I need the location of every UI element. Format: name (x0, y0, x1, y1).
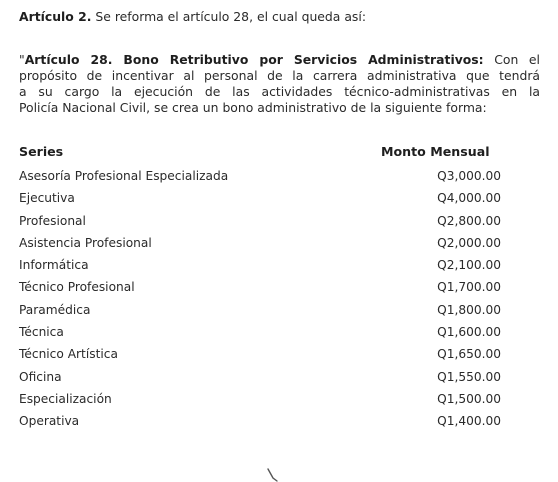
series-name: Asesoría Profesional Especializada (19, 169, 229, 183)
table-row (0, 414, 558, 436)
monthly-amount: Q3,000.00 (437, 169, 501, 183)
table-row (0, 347, 558, 369)
paragraph-line-4: Policía Nacional Civil, se crea un bono administrativo de la siguiente forma: (19, 100, 487, 115)
series-name: Técnica (19, 325, 64, 340)
article-28-title: Artículo 28. Bono Retributivo por Servicios Administrativos: (24, 52, 484, 67)
paragraph-line-1 (19, 52, 540, 68)
monthly-amount: Q2,800.00 (437, 213, 501, 228)
series-name: Técnico Profesional (19, 280, 135, 295)
article-2-text: Se reforma el artículo 28, el cual queda así: (91, 9, 366, 24)
monthly-amount: Q1,550.00 (437, 369, 501, 384)
series-name: Informática (19, 258, 89, 273)
monthly-amount: Q1,800.00 (437, 302, 501, 317)
series-name: Paramédica (19, 302, 91, 317)
paragraph-line-1-text: Con el (483, 52, 541, 67)
article-2-label: Artículo 2. (19, 9, 92, 24)
series-name: Técnico Artística (19, 347, 118, 362)
monthly-amount: Q2,100.00 (437, 258, 501, 273)
table-row (0, 280, 558, 302)
table-row (0, 236, 558, 258)
monthly-amount: Q1,500.00 (437, 391, 501, 406)
series-name: Especialización (19, 391, 112, 406)
table-row (0, 169, 558, 191)
column-header-series: Series (19, 144, 64, 159)
table-row (0, 392, 558, 414)
monthly-amount: Q1,400.00 (437, 414, 501, 429)
table-row (0, 303, 558, 325)
paragraph-line-2: propósito de incentivar al personal de la carrera administrativa que tendrá (19, 68, 540, 83)
open-quote: " (19, 52, 25, 67)
series-name: Operativa (19, 414, 80, 429)
table-row (0, 370, 558, 392)
series-name: Ejecutiva (19, 191, 75, 206)
table-row (0, 325, 558, 347)
bono-table (0, 169, 558, 437)
monthly-amount: Q1,700.00 (437, 280, 501, 295)
monthly-amount: Q4,000.00 (437, 191, 501, 206)
monthly-amount: Q2,000.00 (437, 235, 501, 250)
paragraph-line-3: a su cargo la ejecución de las actividades técnico-administrativas en la (19, 84, 540, 99)
series-name: Profesional (19, 213, 86, 228)
table-row (0, 258, 558, 280)
article-2-intro (19, 9, 366, 25)
series-name: Asistencia Profesional (19, 235, 152, 250)
column-header-amount: Monto Mensual (381, 144, 490, 159)
series-name: Oficina (19, 369, 62, 384)
article-28-paragraph (19, 52, 540, 116)
table-row (0, 191, 558, 213)
table-row (0, 214, 558, 236)
monthly-amount: Q1,650.00 (437, 347, 501, 362)
pen-stroke-mark (266, 468, 280, 482)
monthly-amount: Q1,600.00 (437, 325, 501, 340)
